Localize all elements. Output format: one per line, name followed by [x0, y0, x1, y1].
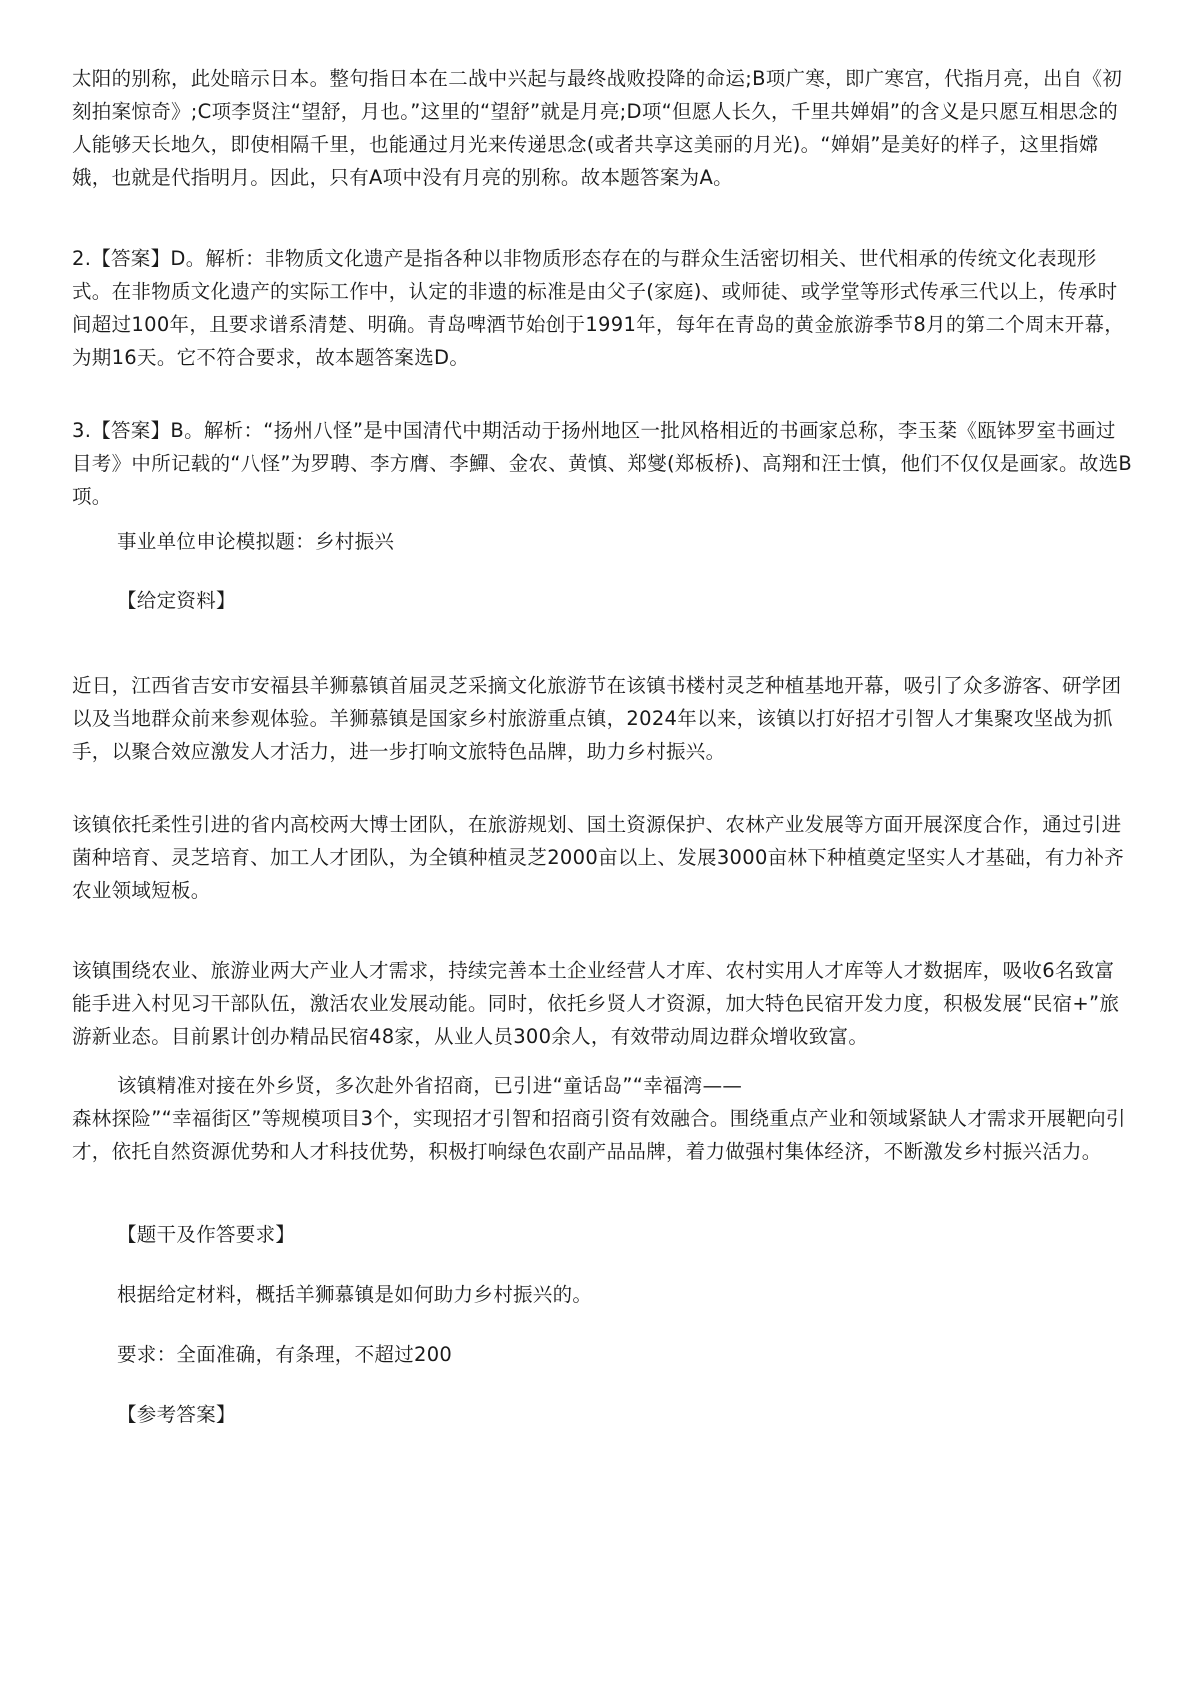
answer-2-paragraph: 2.【答案】D。解析：非物质文化遗产是指各种以非物质形态存在的与群众生活密切相关、世代相承的传统文化表现形式。在非物质文化遗产的实际工作中，认定的非遗的标准是由父子(家庭)、或师徒、或学堂等形式传承三代以上，传承时间超过100年，且要求谱系清楚、明确。青岛啤酒节始创于1991年，每年在青岛的黄金旅游季节8月的第二个周末开幕，为期16天。它不符合要求，故本题答案选D。	[72, 247, 1125, 369]
answer-3-paragraph: 3.【答案】B。解析：“扬州八怪”是中国清代中期活动于扬州地区一批风格相近的书画家总称，李玉棻《瓯钵罗室书画过目考》中所记载的“八怪”为罗聘、李方膺、李鱓、金农、黄慎、郑燮(郑板桥)、高翔和汪士慎，他们不仅仅是画家。故选B项。	[72, 419, 1133, 508]
given-material-heading: 【给定资料】	[117, 589, 236, 612]
material-paragraph-4-first-line: 该镇精准对接在外乡贤，多次赴外省招商，已引进“童话岛”“幸福湾——	[117, 1074, 743, 1097]
answer-1-continuation: 太阳的别称，此处暗示日本。整句指日本在二战中兴起与最终战败投降的命运;B项广寒，即广寒宫，代指月亮，出自《初刻拍案惊奇》;C项李贤注“望舒，月也。”这里的“望舒”就是月亮;D项“但愿人长久，千里共婵娟”的含义是只愿互相思念的人能够天长地久，即使相隔千里，也能通过月光来传递思念(或者共享这美丽的月光)。“婵娟”是美好的样子，这里指嫦娥，也就是代指明月。因此，只有A项中没有月亮的别称。故本题答案为A。	[72, 67, 1123, 189]
question-text: 根据给定材料，概括羊狮慕镇是如何助力乡村振兴的。	[117, 1283, 593, 1306]
question-heading: 【题干及作答要求】	[117, 1223, 296, 1246]
material-paragraph-2: 该镇依托柔性引进的省内高校两大博士团队，在旅游规划、国土资源保护、农林产业发展等方面开展深度合作，通过引进菌种培育、灵芝培育、加工人才团队，为全镇种植灵芝2000亩以上、发展3000亩林下种植奠定坚实人才基础，有力补齐农业领域短板。	[72, 813, 1125, 902]
requirement-text: 要求：全面准确，有条理，不超过200	[117, 1343, 453, 1366]
essay-title: 事业单位申论模拟题：乡村振兴	[117, 530, 395, 553]
material-paragraph-3: 该镇围绕农业、旅游业两大产业人才需求，持续完善本土企业经营人才库、农村实用人才库等人才数据库，吸收6名致富能手进入村见习干部队伍，激活农业发展动能。同时，依托乡贤人才资源，加大特色民宿开发力度，积极发展“民宿+”旅游新业态。目前累计创办精品民宿48家，从业人员300余人，有效带动周边群众增收致富。	[72, 959, 1120, 1048]
material-paragraph-4-rest: 森林探险”“幸福街区”等规模项目3个，实现招才引智和招商引资有效融合。围绕重点产业和领域紧缺人才需求开展靶向引才，依托自然资源优势和人才科技优势，积极打响绿色农副产品品牌，着力做强村集体经济，不断激发乡村振兴活力。	[72, 1107, 1126, 1163]
reference-answer-heading: 【参考答案】	[117, 1403, 236, 1426]
material-paragraph-1: 近日，江西省吉安市安福县羊狮慕镇首届灵芝采摘文化旅游节在该镇书楼村灵芝种植基地开幕，吸引了众多游客、研学团以及当地群众前来参观体验。羊狮慕镇是国家乡村旅游重点镇，2024年以来，该镇以打好招才引智人才集聚攻坚战为抓手，以聚合效应激发人才活力，进一步打响文旅特色品牌，助力乡村振兴。	[72, 674, 1122, 763]
